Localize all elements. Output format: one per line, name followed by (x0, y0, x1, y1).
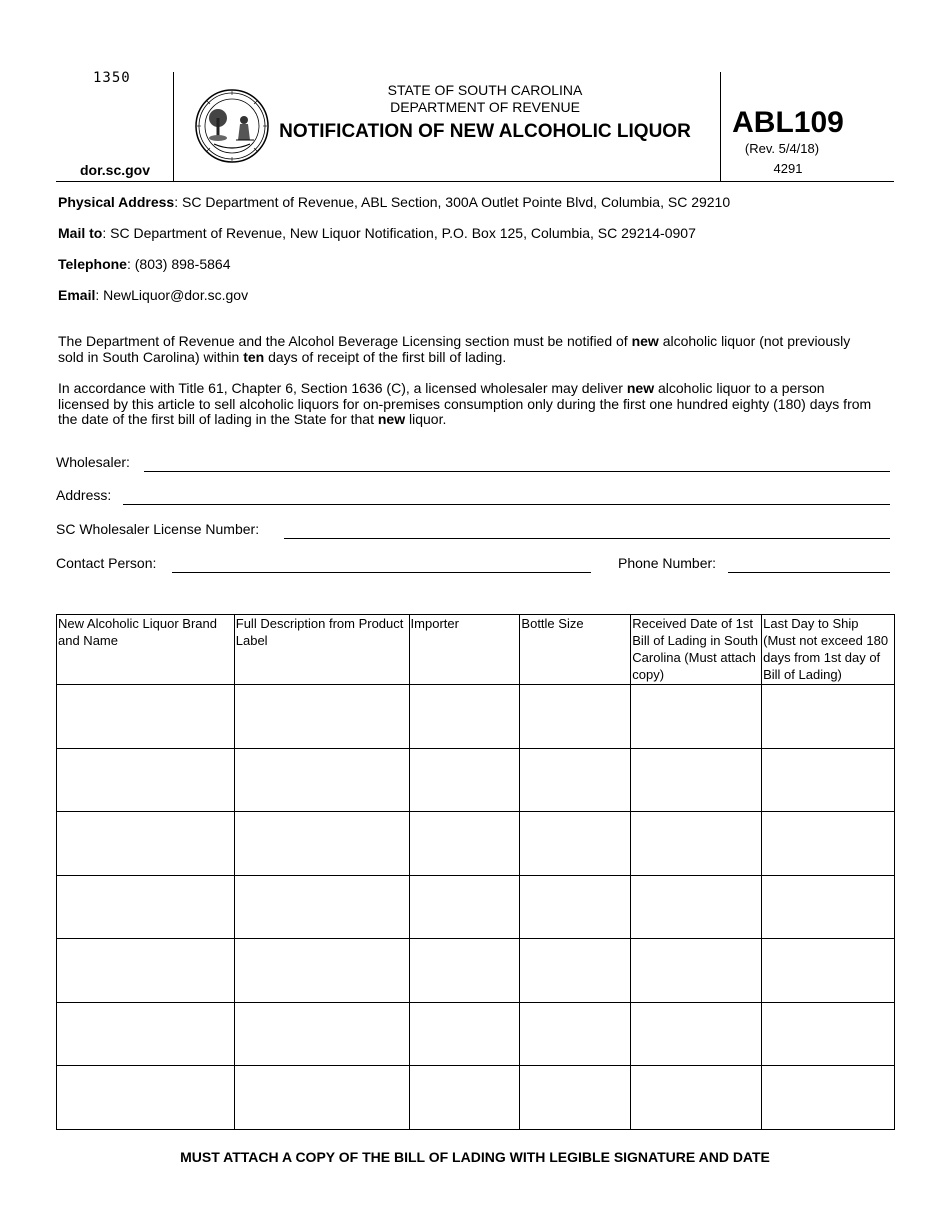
col-header-description: Full Description from Product Label (234, 615, 409, 685)
header-divider-left (173, 72, 174, 181)
table-cell[interactable] (234, 875, 409, 939)
p2-text-e: liquor. (405, 411, 447, 427)
p1-text-a: The Department of Revenue and the Alcohol Beverage Licensing section must be notified of (58, 333, 632, 349)
telephone-label: Telephone (58, 256, 127, 272)
notice-paragraph-2 (58, 381, 878, 428)
table-cell[interactable] (57, 939, 235, 1003)
col-header-received-date: Received Date of 1st Bill of Lading in South Carolina (Must attach copy) (631, 615, 762, 685)
p2-bold-new: new (626, 380, 655, 396)
license-label: SC Wholesaler License Number: (56, 521, 260, 537)
p1-bold-new: new (631, 333, 659, 349)
table-cell[interactable] (409, 875, 520, 939)
table-cell[interactable] (520, 875, 631, 939)
table-cell[interactable] (631, 875, 762, 939)
footer-note: MUST ATTACH A COPY OF THE BILL OF LADING WITH LEGIBLE SIGNATURE AND DATE (180, 1149, 770, 1165)
table-cell[interactable] (762, 939, 895, 1003)
form-number: ABL109 (732, 106, 844, 139)
p1-text-c: alcoholic liquor (not previously sold in South Carolina) within (58, 333, 851, 365)
page-title: NOTIFICATION OF NEW ALCOHOLIC LIQUOR (279, 121, 691, 142)
table-cell[interactable] (409, 748, 520, 812)
header-divider-right (720, 72, 721, 181)
address-field[interactable] (123, 504, 890, 505)
telephone (58, 256, 231, 272)
license-field[interactable] (284, 538, 890, 539)
website-link[interactable]: dor.sc.gov (80, 162, 151, 178)
table-cell[interactable] (234, 1002, 409, 1066)
table-cell[interactable] (520, 685, 631, 749)
table-cell[interactable] (520, 939, 631, 1003)
table-cell[interactable] (57, 1066, 235, 1130)
col-header-bottle-size: Bottle Size (520, 615, 631, 685)
table-cell[interactable] (234, 939, 409, 1003)
table-cell[interactable] (57, 685, 235, 749)
table-cell[interactable] (762, 875, 895, 939)
table-row (57, 685, 895, 749)
mail-address (58, 225, 696, 241)
address-label: Address: (56, 487, 112, 503)
table-cell[interactable] (762, 1002, 895, 1066)
header-divider-bottom (56, 181, 894, 182)
notice-paragraph-1 (58, 334, 878, 365)
p2-text-c: alcoholic liquor to a person licensed by this article to sell alcoholic liquors for on-premises consumption only during the first one hundred eighty (180) days from the date of the first bill of lading in the State for that (58, 380, 872, 427)
table-cell[interactable] (631, 748, 762, 812)
col-header-last-day-ship: Last Day to Ship (Must not exceed 180 days from 1st day of Bill of Lading) (762, 615, 895, 685)
revision-date: (Rev. 5/4/18) (744, 141, 820, 156)
department-name: DEPARTMENT OF REVENUE (390, 99, 580, 115)
p2-bold-new-2: new (377, 411, 406, 427)
contact-person-field[interactable] (172, 572, 591, 573)
wholesaler-label: Wholesaler: (56, 454, 130, 470)
table-cell[interactable] (57, 748, 235, 812)
p1-text-e: days of receipt of the first bill of lading. (264, 348, 507, 365)
state-name: STATE OF SOUTH CAROLINA (387, 82, 583, 98)
table-cell[interactable] (762, 748, 895, 812)
table-cell[interactable] (234, 812, 409, 876)
mail-label: Mail to (58, 225, 103, 241)
table-row (57, 875, 895, 939)
table-cell[interactable] (409, 812, 520, 876)
telephone-value: : (803) 898-5864 (126, 256, 231, 272)
table-cell[interactable] (234, 1066, 409, 1130)
table-cell[interactable] (762, 1066, 895, 1130)
table-cell[interactable] (409, 939, 520, 1003)
mail-value: : SC Department of Revenue, New Liquor Notification, P.O. Box 125, Columbia, SC 29214-0907 (102, 225, 696, 241)
email-label: Email (58, 287, 96, 303)
email (58, 287, 248, 303)
table-cell[interactable] (520, 812, 631, 876)
table-cell[interactable] (520, 748, 631, 812)
table-cell[interactable] (409, 685, 520, 749)
table-cell[interactable] (57, 875, 235, 939)
contact-person-label: Contact Person: (56, 555, 157, 571)
table-cell[interactable] (409, 1066, 520, 1130)
phone-number-label: Phone Number: (618, 555, 717, 571)
col-header-importer: Importer (409, 615, 520, 685)
table-cell[interactable] (520, 1002, 631, 1066)
state-seal-icon (194, 88, 270, 164)
liquor-table (56, 614, 895, 1130)
p1-bold-ten: ten (243, 348, 265, 365)
table-cell[interactable] (409, 1002, 520, 1066)
table-cell[interactable] (234, 685, 409, 749)
table-cell[interactable] (57, 812, 235, 876)
phone-number-field[interactable] (728, 572, 890, 573)
table-cell[interactable] (631, 939, 762, 1003)
header-title-block (275, 82, 695, 144)
table-cell[interactable] (762, 812, 895, 876)
table-row (57, 1002, 895, 1066)
table-cell[interactable] (234, 748, 409, 812)
table-cell[interactable] (520, 1066, 631, 1130)
physical-address-label: Physical Address (58, 194, 175, 210)
table-cell[interactable] (631, 812, 762, 876)
table-cell[interactable] (631, 1066, 762, 1130)
email-value[interactable]: : NewLiquor@dor.sc.gov (95, 287, 249, 303)
p2-text-a: In accordance with Title 61, Chapter 6, Section 1636 (C), a licensed wholesaler may deliver (58, 380, 627, 396)
table-row (57, 812, 895, 876)
table-cell[interactable] (631, 685, 762, 749)
table-cell[interactable] (762, 685, 895, 749)
table-row (57, 939, 895, 1003)
form-code: 1350 (93, 70, 131, 86)
table-cell[interactable] (57, 1002, 235, 1066)
wholesaler-field[interactable] (144, 471, 890, 472)
table-row (57, 748, 895, 812)
revision-code: 4291 (773, 161, 803, 176)
physical-address (58, 194, 730, 210)
col-header-brand: New Alcoholic Liquor Brand and Name (57, 615, 235, 685)
table-cell[interactable] (631, 1002, 762, 1066)
table-header-row (57, 615, 895, 685)
physical-address-value: : SC Department of Revenue, ABL Section, 300A Outlet Pointe Blvd, Columbia, SC 29210 (174, 194, 731, 210)
table-row (57, 1066, 895, 1130)
